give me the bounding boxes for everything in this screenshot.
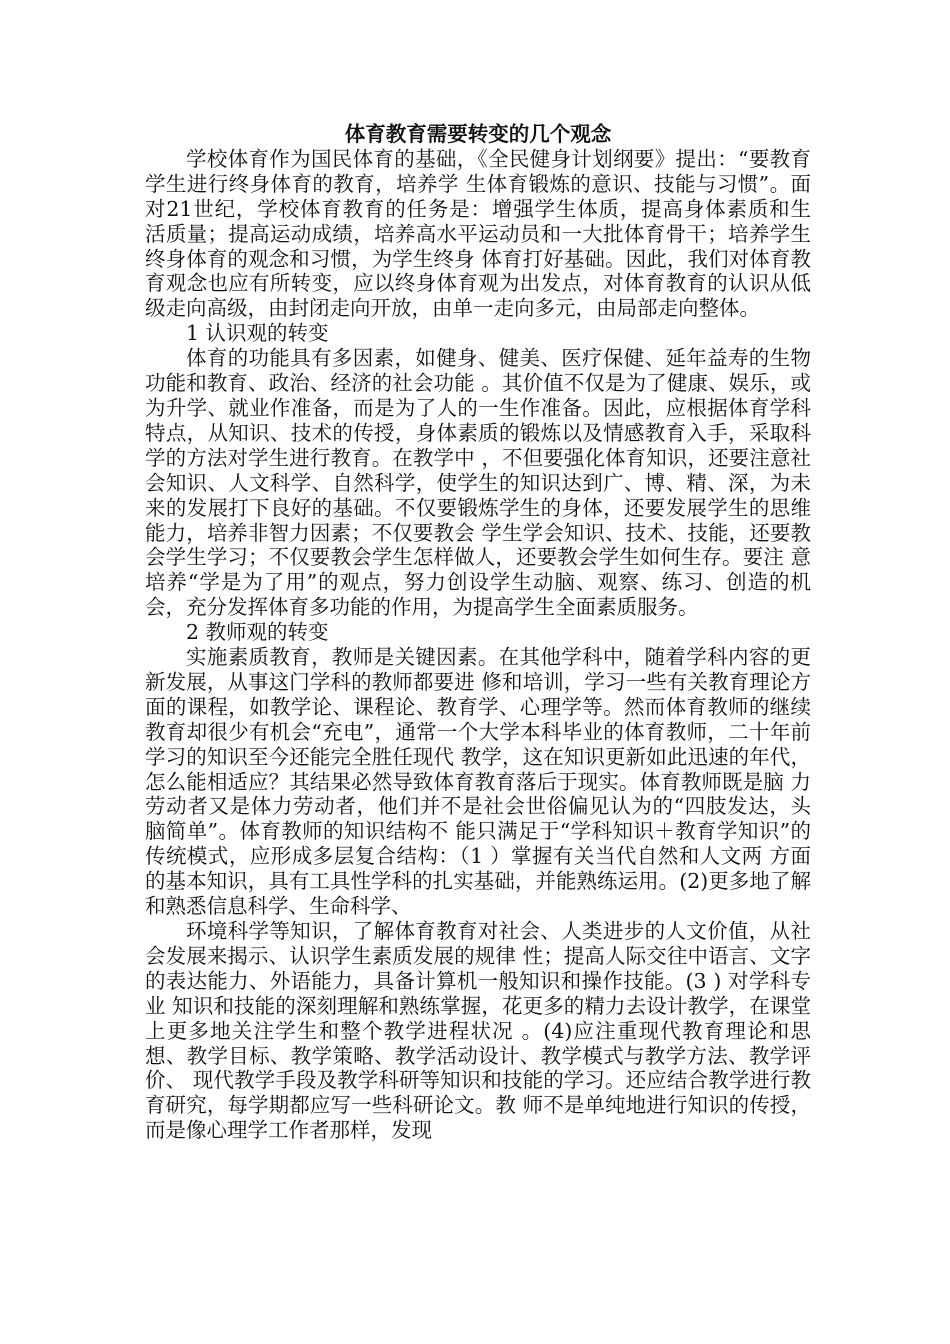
- document-title: 体育教育需要转变的几个观念: [344, 122, 612, 146]
- section-2-heading: 2 教师观的转变: [186, 620, 329, 645]
- document-page: [145, 122, 811, 1143]
- section-2-paragraph-1: 实施素质教育，教师是关键因素。在其他学科中，随着学科内容的更新发展，从事这门学科的教师都要进 修和培训，学习一些有关教育理论方面的课程，如教学论、课程论、教育学、心理学等。然而体育教师的继续 教育却很少有机会“充电”，通常一个大学本科毕业的体育教师，二十年前学习的知识至今还能完全胜任现代 教学，这在知识更新如此迅速的年代，怎么能相适应？其结果必然导致体育教育落后于现实。体育教师既是脑 力劳动者又是体力劳动者，他们并不是社会世俗偏见认为的“四肢发达，头脑简单”。体育教师的知识结构不 能只满足于“学科知识＋教育学知识”的传统模式，应形成多层复合结构：（1 ）掌握有关当代自然和人文两 方面的基本知识，具有工具性学科的扎实基础，并能熟练运用。(2)更多地了解和熟悉信息科学、生命科学、: [145, 645, 811, 919]
- section-2-paragraph-2: 环境科学等知识，了解体育教育对社会、人类进步的人文价值，从社会发展来揭示、认识学生素质发展的规律 性；提高人际交往中语言、文字的表达能力、外语能力，具备计算机一般知识和操作技能。(3 ) 对学科专业 知识和技能的深刻理解和熟练掌握，花更多的精力去设计教学，在课堂上更多地关注学生和整个教学进程状况 。(4)应注重现代教育理论和思想、教学目标、教学策略、教学活动设计、教学模式与教学方法、教学评价、 现代教学手段及教学科研等知识和技能的学习。还应结合教学进行教育研究，每学期都应写一些科研论文。教 师不是单纯地进行知识的传授，而是像心理学工作者那样，发现: [145, 919, 811, 1143]
- intro-paragraph: 学校体育作为国民体育的基础，《全民健身计划纲要》提出：“要教育学生进行终身体育的教育，培养学 生体育锻炼的意识、技能与习惯”。面对21世纪，学校体育教育的任务是：增强学生体质，提高身体素质和生 活质量；提高运动成绩，培养高水平运动员和一大批体育骨干；培养学生终身体育的观念和习惯，为学生终身 体育打好基础。因此，我们对体育教育观念也应有所转变，应以终身体育观为出发点，对体育教育的认识从低 级走向高级，由封闭走向开放，由单一走向多元，由局部走向整体。: [145, 146, 811, 321]
- section-1-heading: 1 认识观的转变: [186, 321, 329, 346]
- section-1-paragraph: 体育的功能具有多因素，如健身、健美、医疗保健、延年益寿的生物功能和教育、政治、经济的社会功能 。其价值不仅是为了健康、娱乐，或为升学、就业作准备，而是为了人的一生作准备。因此，应根据体育学科 特点，从知识、技术的传授，身体素质的锻炼以及情感教育入手，采取科学的方法对学生进行教育。在教学中 ，不但要强化体育知识，还要注意社会知识、人文科学、自然科学，使学生的知识达到广、博、精、深，为未 来的发展打下良好的基础。不仅要锻炼学生的身体，还要发展学生的思维能力，培养非智力因素；不仅要教会 学生学会知识、技术、技能，还要教会学生学习；不仅要教会学生怎样做人，还要教会学生如何生存。要注 意培养“学是为了用”的观点，努力创设学生动脑、观察、练习、创造的机会，充分发挥体育多功能的作用，为提高学生全面素质服务。: [145, 346, 811, 620]
